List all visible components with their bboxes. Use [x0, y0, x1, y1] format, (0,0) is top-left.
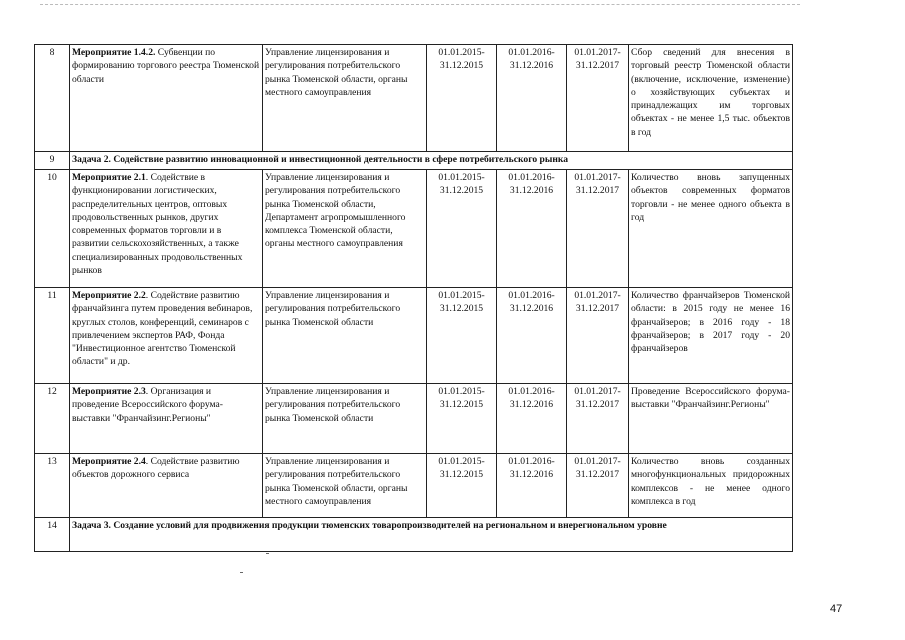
- result-cell: [629, 45, 793, 152]
- period-2015: 01.01.2015-31.12.2015: [427, 384, 497, 454]
- period-2015: 01.01.2015-31.12.2015: [427, 170, 497, 288]
- page-number: 47: [830, 603, 843, 615]
- period-2017: 01.01.2017-31.12.2017: [567, 454, 629, 518]
- period-2015: 01.01.2015-31.12.2015: [427, 454, 497, 518]
- result-text: Сбор сведений для внесения в торговый реестр Тюменской области (включение, исключение, изменение) о хозяйствующих субъектах и принадлежащих им торговых объектах - не менее 1,5 тыс. объектов в год: [631, 47, 790, 138]
- period-2017: 01.01.2017-31.12.2017: [567, 288, 629, 384]
- executor-text: Управление лицензирования и регулирования потребительского рынка Тюменской области, органы местного самоуправления: [265, 456, 408, 507]
- period-2016: 01.01.2016-31.12.2016: [497, 454, 567, 518]
- period-2015: 01.01.2015-31.12.2015: [427, 45, 497, 152]
- measure-cell: [70, 170, 263, 288]
- result-cell: Количество вновь созданных многофункциональных придорожных комплексов - не менее одного комплекса в год: [629, 454, 793, 518]
- measure-cell: [70, 288, 263, 384]
- table-row-task: [35, 518, 793, 552]
- executor-cell: Управление лицензирования и регулирования потребительского рынка Тюменской области, органы местного самоуправления: [263, 45, 427, 152]
- period-2016: 01.01.2016-31.12.2016: [497, 288, 567, 384]
- period-2017: 01.01.2017-31.12.2017: [567, 170, 629, 288]
- table-row: [35, 45, 793, 152]
- scan-speck: [266, 553, 269, 554]
- row-number: 12: [35, 384, 70, 454]
- executor-cell: Управление лицензирования и регулирования потребительского рынка Тюменской области: [263, 384, 427, 454]
- period-2015: 01.01.2015-31.12.2015: [427, 288, 497, 384]
- period-2016: 01.01.2016-31.12.2016: [497, 384, 567, 454]
- executor-cell: [263, 454, 427, 518]
- scan-edge-line: [40, 4, 800, 6]
- measure-title: Мероприятие 2.4: [72, 456, 146, 467]
- measure-title: Мероприятие 2.3: [72, 386, 146, 397]
- task-heading: Задача 3. Создание условий для продвижения продукции тюменских товаропроизводителей на региональном и внерегиональном уровне: [70, 518, 793, 552]
- result-cell: Количество вновь запущенных объектов современных форматов торговли - не менее одного объекта в год: [629, 170, 793, 288]
- table-row: [35, 454, 793, 518]
- period-2017: 01.01.2017-31.12.2017: [567, 384, 629, 454]
- period-2016: 01.01.2016-31.12.2016: [497, 170, 567, 288]
- row-number: 10: [35, 170, 70, 288]
- measure-description: . Содействие развитию франчайзинга путем проведения вебинаров, круглых столов, конференций, семинаров с привлечением экспертов РАФ, Фонда "Инвестиционное агентство Тюменской области" и др.: [72, 290, 253, 368]
- measure-title: Мероприятие 2.1: [72, 172, 146, 183]
- measure-description: . Содействие в функционировании логистических, распределительных центров, оптовых продовольственных рынков, других современных форматов торговли и в развитии сельскохозяйственных, а также специализированных продовольственных рынков: [72, 172, 243, 277]
- row-number: 14: [35, 518, 70, 552]
- measure-description: Субвенции по формированию торгового реестра Тюменской области: [72, 47, 260, 85]
- table-row: [35, 288, 793, 384]
- measure-title: Мероприятие 1.4.2.: [72, 47, 156, 58]
- row-number: 9: [35, 152, 70, 170]
- result-cell: Количество франчайзеров Тюменской области: в 2015 году не менее 16 франчайзеров; в 2016 году - 18 франчайзеров; в 2017 году - 20 франчайзеров: [629, 288, 793, 384]
- result-cell: Проведение Всероссийского форума-выставки "Франчайзинг.Регионы": [629, 384, 793, 454]
- row-number: 11: [35, 288, 70, 384]
- table-row-task: [35, 152, 793, 170]
- measure-title: Мероприятие 2.2: [72, 290, 146, 301]
- scan-speck: [240, 572, 243, 573]
- measure-cell: [70, 454, 263, 518]
- period-2017: 01.01.2017-31.12.2017: [567, 45, 629, 152]
- row-number: 8: [35, 45, 70, 152]
- row-number: 13: [35, 454, 70, 518]
- measure-cell: [70, 45, 263, 152]
- measure-cell: [70, 384, 263, 454]
- period-2016: 01.01.2016-31.12.2016: [497, 45, 567, 152]
- table-row: [35, 170, 793, 288]
- executor-cell: Управление лицензирования и регулирования потребительского рынка Тюменской области: [263, 288, 427, 384]
- executor-cell: Управление лицензирования и регулирования потребительского рынка Тюменской области, Департамент агропромышленного комплекса Тюменской области, органы местного самоуправления: [263, 170, 427, 288]
- measure-description: . Содействие развитию объектов дорожного сервиса: [72, 456, 240, 481]
- table-row: [35, 384, 793, 454]
- program-measures-table: [34, 44, 793, 552]
- measure-description: . Организация и проведение Всероссийского форума-выставки "Франчайзинг.Регионы": [72, 386, 223, 424]
- task-heading: Задача 2. Содействие развитию инновационной и инвестиционной деятельности в сфере потребительского рынка: [70, 152, 793, 170]
